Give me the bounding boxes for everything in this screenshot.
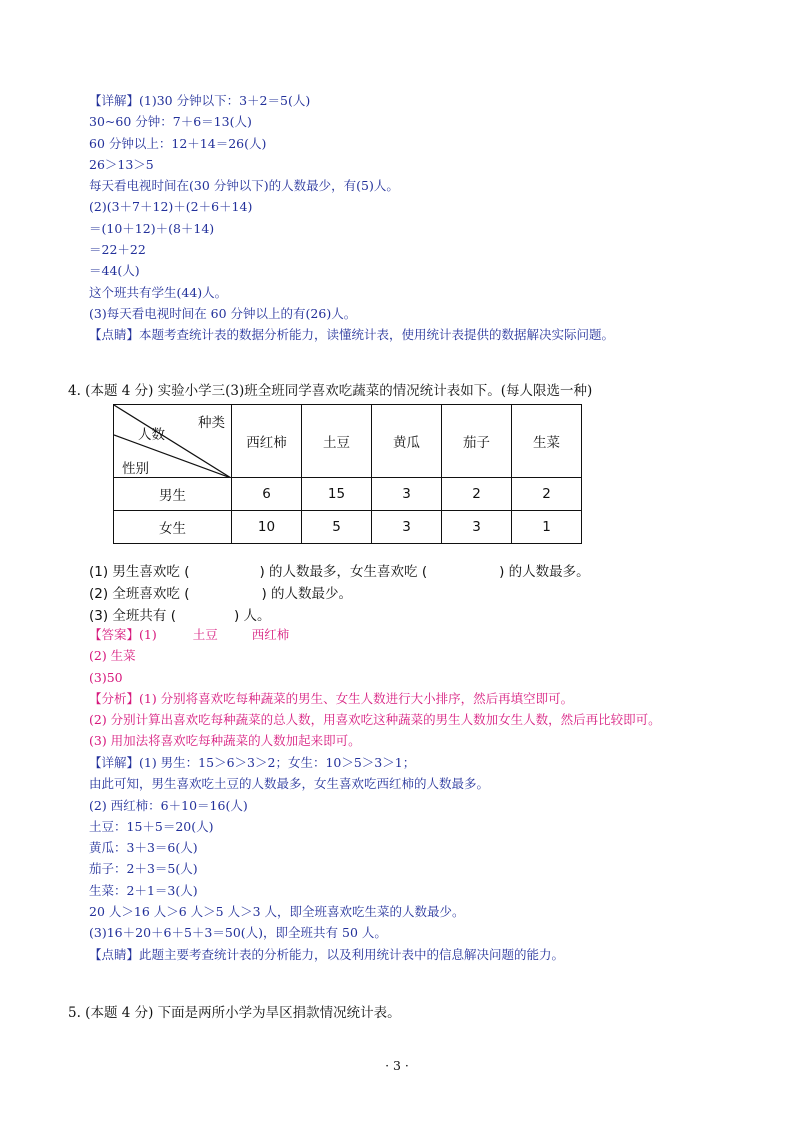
detail-line: 由此可知，男生喜欢吃土豆的人数最多，女生喜欢吃西红柿的人数最多。	[89, 776, 490, 792]
table-header-diagonal-cell	[114, 405, 232, 478]
detail-line: 生菜：2＋1＝3(人)	[89, 882, 198, 898]
answer-analysis	[89, 624, 769, 752]
column-header: 西红柿	[232, 405, 302, 478]
sub-question-text: (2) 全班喜欢吃 (	[89, 586, 190, 602]
solution-line: ＝(10＋12)＋(8＋14)	[89, 220, 215, 236]
answer-label: 【答案】(1)	[89, 627, 157, 642]
table-row	[114, 478, 582, 511]
page-number: · 3 ·	[385, 1058, 409, 1073]
solution-line: (2)(3＋7＋12)＋(2＋6＋14)	[89, 199, 253, 215]
sub-question-text: ) 的人数最多。	[499, 564, 590, 580]
vegetable-stats-table	[113, 404, 582, 544]
table-cell: 6	[232, 478, 302, 511]
sub-question-text: ) 的人数最少。	[261, 586, 353, 602]
table-cell: 1	[512, 511, 582, 544]
sub-question-3	[89, 604, 271, 624]
question-4-detail	[89, 752, 769, 965]
solution-line: 这个班共有学生(44)人。	[89, 284, 228, 300]
sub-question-2	[89, 582, 352, 602]
solution-line: (3)每天看电视时间在 60 分钟以上的有(26)人。	[89, 305, 357, 321]
sub-question-text: ) 人。	[233, 608, 271, 624]
detail-line: 土豆：15＋5＝20(人)	[89, 818, 214, 834]
table-cell: 2	[512, 478, 582, 511]
table-cell: 15	[302, 478, 372, 511]
column-header: 生菜	[512, 405, 582, 478]
answer-value: 土豆	[192, 627, 218, 642]
header-kind-label: 种类	[198, 415, 225, 431]
table-cell: 3	[372, 478, 442, 511]
column-header: 黄瓜	[372, 405, 442, 478]
row-label: 男生	[114, 478, 232, 511]
solution-line: 每天看电视时间在(30 分钟以下)的人数最少，有(5)人。	[89, 178, 399, 194]
solution-line: 【详解】(1)30 分钟以下：3＋2＝5(人)	[89, 93, 311, 108]
sub-question-text: (1) 男生喜欢吃 (	[89, 564, 190, 580]
table-cell: 2	[442, 478, 512, 511]
answer-line: (3)50	[89, 669, 123, 685]
analysis-line: (2) 分别计算出喜欢吃每种蔬菜的总人数，用喜欢吃这种蔬菜的男生人数加女生人数，然后再比较即可。	[89, 712, 661, 728]
solution-line: ＝22＋22	[89, 242, 146, 258]
detail-comment: 【点睛】此题主要考查统计表的分析能力，以及利用统计表中的信息解决问题的能力。	[89, 946, 565, 962]
solution-line: 26＞13＞5	[89, 156, 154, 172]
table-cell: 3	[372, 511, 442, 544]
analysis-line: (3) 用加法将喜欢吃每种蔬菜的人数加起来即可。	[89, 733, 361, 749]
detail-line: 黄瓜：3＋3＝6(人)	[89, 840, 198, 856]
detail-line: (2) 西红柿：6＋10＝16(人)	[89, 797, 248, 813]
answer-line: (2) 生菜	[89, 648, 136, 664]
prev-solution	[89, 90, 769, 346]
solution-line: 60 分钟以上：12＋14＝26(人)	[89, 135, 267, 151]
detail-line: 茄子：2＋3＝5(人)	[89, 861, 198, 877]
table-cell: 10	[232, 511, 302, 544]
detail-line: (3)16＋20＋6＋5＋3＝50(人)，即全班共有 50 人。	[89, 925, 387, 941]
solution-line: 30~60 分钟：7＋6＝13(人)	[89, 114, 252, 130]
detail-line: 【详解】(1) 男生：15＞6＞3＞2；女生：10＞5＞3＞1；	[89, 755, 416, 770]
analysis-line: 【分析】(1) 分别将喜欢吃每种蔬菜的男生、女生人数进行大小排序，然后再填空即可。	[89, 690, 574, 706]
table-cell: 5	[302, 511, 372, 544]
answer-value: 西红柿	[251, 627, 290, 642]
row-label: 女生	[114, 511, 232, 544]
sub-question-text: (3) 全班共有 (	[89, 608, 176, 624]
answer-line	[89, 624, 769, 645]
table-row	[114, 511, 582, 544]
column-header: 茄子	[442, 405, 512, 478]
question-5-title: 5. (本题 4 分) 下面是两所小学为旱区捐款情况统计表。	[68, 1005, 401, 1021]
header-count-label: 人数	[138, 427, 165, 443]
header-gender-label: 性别	[122, 461, 149, 477]
solution-comment: 【点睛】本题考查统计表的数据分析能力，读懂统计表，使用统计表提供的数据解决实际问题。	[89, 327, 615, 343]
sub-question-1	[89, 560, 590, 580]
sub-question-text: ) 的人数最多，女生喜欢吃 (	[259, 564, 428, 580]
question-4-title: 4. (本题 4 分) 实验小学三(3)班全班同学喜欢吃蔬菜的情况统计表如下。(每人限选一种)	[68, 383, 593, 399]
solution-line: ＝44(人)	[89, 263, 140, 279]
column-header: 土豆	[302, 405, 372, 478]
table-cell: 3	[442, 511, 512, 544]
detail-line: 20 人＞16 人＞6 人＞5 人＞3 人，即全班喜欢吃生菜的人数最少。	[89, 904, 465, 920]
